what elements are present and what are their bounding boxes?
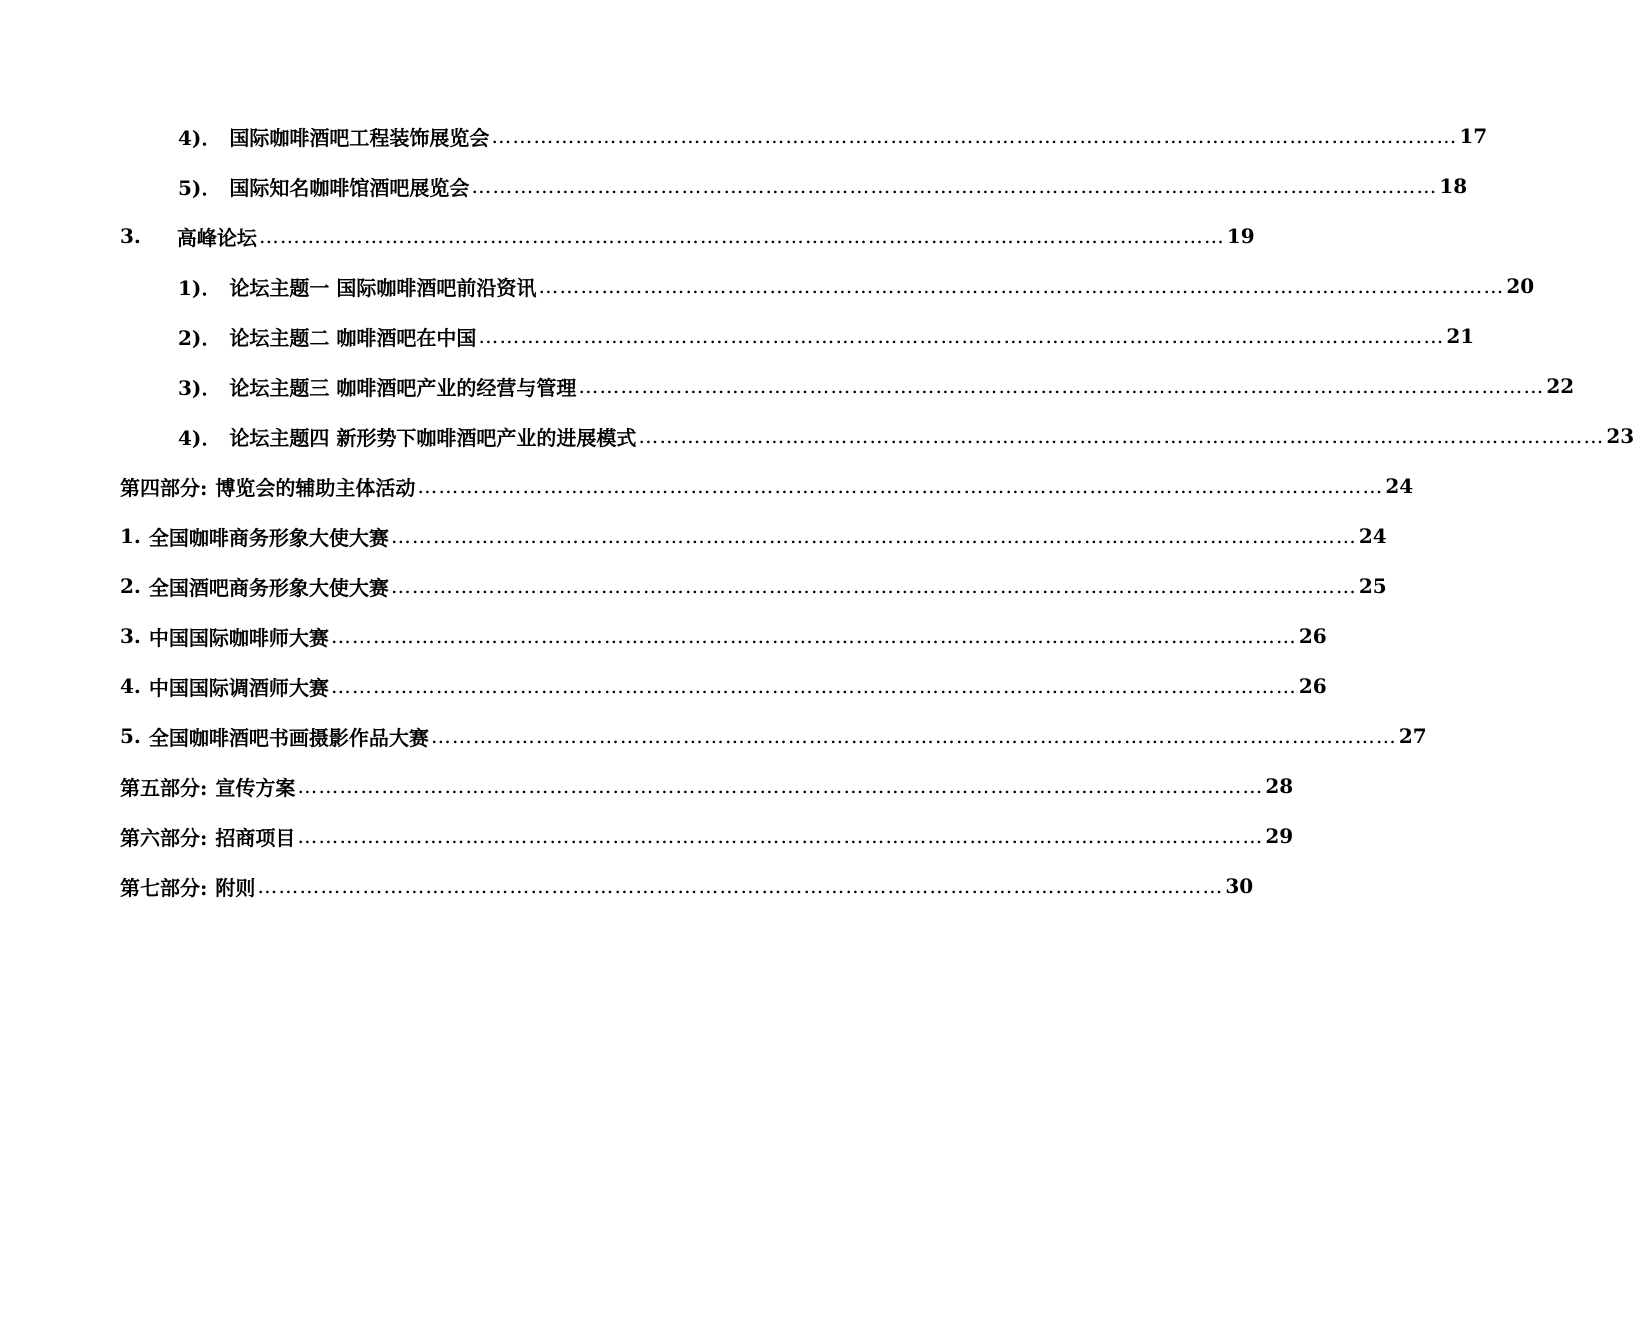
- entry-number: 4)．: [178, 425, 222, 450]
- entry-page-number: 25: [1358, 574, 1387, 598]
- dot-leader: [297, 774, 1263, 798]
- dot-leader: [638, 424, 1604, 448]
- entry-page-number: 26: [1298, 624, 1327, 648]
- entry-title: 国际咖啡酒吧工程装饰展览会: [229, 125, 490, 150]
- entry-title: 中国国际调酒师大赛: [148, 675, 329, 700]
- entry-title: 博览会的辅助主体活动: [215, 475, 416, 500]
- entry-title: 宣传方案: [215, 775, 296, 800]
- entry-page-number: 20: [1506, 274, 1535, 298]
- entry-title: 论坛主题一 国际咖啡酒吧前沿资讯: [229, 275, 537, 300]
- entry-number: 5)．: [178, 175, 222, 200]
- entry-title: 论坛主题二 咖啡酒吧在中国: [229, 325, 477, 350]
- toc-entry: [178, 316, 1475, 356]
- dot-leader: [259, 224, 1225, 248]
- entry-number: 3.: [120, 224, 141, 248]
- toc-entry: [178, 116, 1488, 156]
- entry-title: 全国咖啡商务形象大使大赛: [148, 525, 389, 550]
- entry-title: 全国酒吧商务形象大使大赛: [148, 575, 389, 600]
- entry-number: 4.: [120, 674, 141, 698]
- entry-page-number: 30: [1225, 874, 1254, 898]
- entry-number: 第四部分:: [120, 475, 208, 500]
- toc-entry: [120, 616, 1327, 656]
- dot-leader: [431, 724, 1397, 748]
- dot-leader: [478, 324, 1444, 348]
- entry-page-number: 26: [1298, 674, 1327, 698]
- dot-leader: [257, 874, 1223, 898]
- entry-number: 4)．: [178, 125, 222, 150]
- entry-number: 3)．: [178, 375, 222, 400]
- entry-title: 论坛主题三 咖啡酒吧产业的经营与管理: [229, 375, 577, 400]
- entry-number: 1)．: [178, 275, 222, 300]
- entry-page-number: 22: [1546, 374, 1575, 398]
- dot-leader: [491, 124, 1457, 148]
- dot-leader: [578, 374, 1544, 398]
- toc-entry: [120, 816, 1294, 856]
- toc-entry: [120, 766, 1294, 806]
- entry-number: 1.: [120, 524, 141, 548]
- entry-number: 2.: [120, 574, 141, 598]
- dot-leader: [331, 674, 1297, 698]
- entry-page-number: 17: [1459, 124, 1488, 148]
- dot-leader: [391, 524, 1357, 548]
- dot-leader: [417, 474, 1383, 498]
- entry-number: 第七部分:: [120, 875, 208, 900]
- toc-entry: [178, 366, 1575, 406]
- entry-title: 高峰论坛: [176, 225, 257, 250]
- entry-number: 第六部分:: [120, 825, 208, 850]
- dot-leader: [331, 624, 1297, 648]
- entry-number: 第五部分:: [120, 775, 208, 800]
- entry-title: 中国国际咖啡师大赛: [148, 625, 329, 650]
- entry-title: 附则: [215, 875, 256, 900]
- entry-page-number: 24: [1385, 474, 1414, 498]
- toc-entry: [120, 716, 1427, 756]
- entry-page-number: 28: [1265, 774, 1294, 798]
- entry-number: 3.: [120, 624, 141, 648]
- entry-page-number: 18: [1439, 174, 1468, 198]
- entry-page-number: 27: [1398, 724, 1427, 748]
- dot-leader: [471, 174, 1437, 198]
- entry-number: 2)．: [178, 325, 222, 350]
- toc-entry: [178, 166, 1468, 206]
- toc-entry: [178, 416, 1634, 456]
- entry-title: 招商项目: [215, 825, 296, 850]
- entry-page-number: 24: [1358, 524, 1387, 548]
- entry-title: 论坛主题四 新形势下咖啡酒吧产业的进展模式: [229, 425, 637, 450]
- toc-entry: [120, 566, 1387, 606]
- entry-title: 国际知名咖啡馆酒吧展览会: [229, 175, 470, 200]
- entry-page-number: 19: [1226, 224, 1255, 248]
- dot-leader: [391, 574, 1357, 598]
- toc-entry: [178, 266, 1535, 306]
- toc-entry: [120, 666, 1327, 706]
- dot-leader: [538, 274, 1504, 298]
- dot-leader: [297, 824, 1263, 848]
- entry-number: 5.: [120, 724, 141, 748]
- entry-page-number: 29: [1265, 824, 1294, 848]
- toc-entry: [120, 516, 1387, 556]
- entry-title: 全国咖啡酒吧书画摄影作品大赛: [148, 725, 429, 750]
- entry-page-number: 23: [1606, 424, 1634, 448]
- entry-page-number: 21: [1446, 324, 1475, 348]
- toc-entry: [120, 216, 1255, 256]
- toc-entry: [120, 466, 1414, 506]
- toc-entry: [120, 866, 1254, 906]
